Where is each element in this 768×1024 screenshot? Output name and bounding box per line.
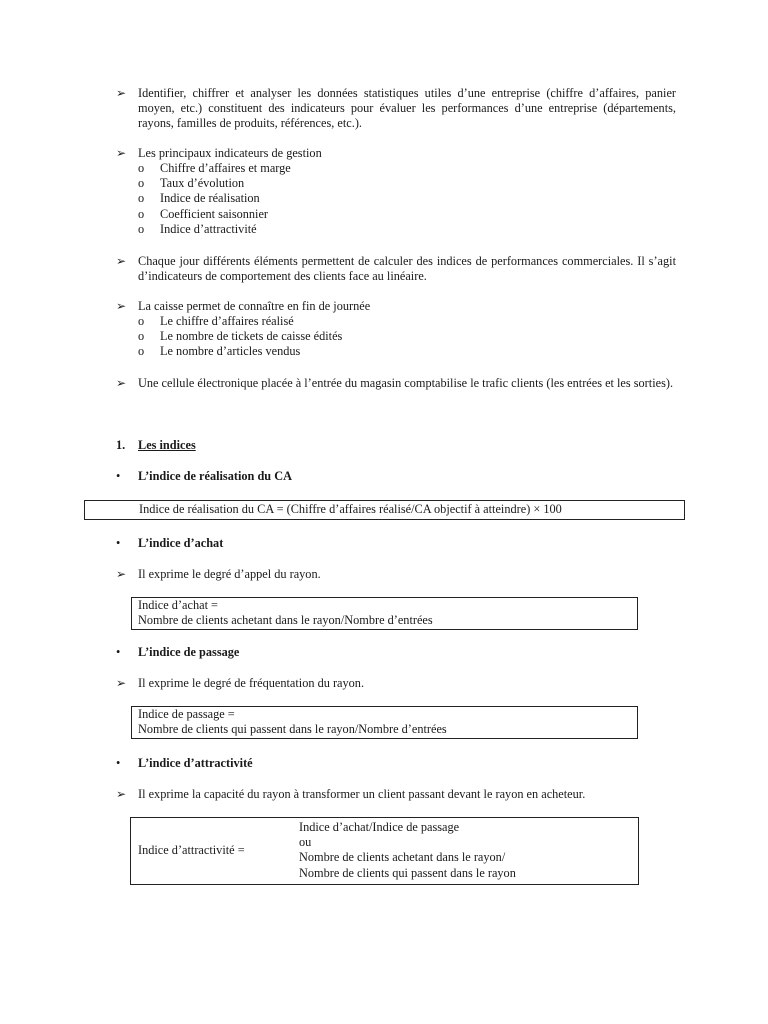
intro-paragraph-5-text: Une cellule électronique placée à l’entrée du magasin comptabilise le trafic clients (les entrées et les sorties).: [138, 376, 674, 390]
attractivite-formula-label: Indice d’attractivité =: [138, 843, 245, 857]
circle-bullet-icon: o: [138, 206, 145, 221]
attractivite-formula-box: [130, 817, 639, 885]
section-title: Les indices: [138, 438, 196, 452]
section-number: 1.: [116, 438, 126, 452]
circle-bullet-icon: o: [138, 221, 145, 236]
document-page: ➢ Identifier, chiffrer et analyser les données statistiques utiles d’une entreprise (chiffre d’affaires, panier moyen, etc.) constituent des indicateurs pour évaluer les performances d’une entreprise (départements, rayons, familles de produits, références, etc.). ➢ Les principaux indicateurs de gestion o Chiffre d’affaires et marge o Taux d’évolution o Indice de réalisation o Coefficient saisonnier o Indice d’attractivité ➢ Chaque jour différents éléments permettent de calculer des indices de performances commerciales. Il s’agit d’indicateurs de comportement des clients face au linéaire. ➢ La caisse permet de connaître en fin de journée o Le chiffre d’affaires réalisé o Le nombre de tickets de caisse édités o Le nombre d’articles vendus ➢ Une cellule électronique placée à l’entrée du magasin comptabilise le trafic clients (les entrées et les sorties). 1. Les indices • L’indice de réalisation du CA Indice de réalisation du CA = (Chiffre d’affaires réalisé/CA objectif à atteindre) × 100 • L’indice d’achat ➢ Il exprime le degré d’appel du rayon. Indice d’achat = Nombre de clients achetant dans le rayon/Nombre d’entrées • L’indice de passage ➢ Il exprime le degré de fréquentation du rayon. Indice de passage = Nombre de clients qui passent dans le rayon/Nombre d’entrées • L’indice d’attractivité ➢ Il exprime la capacité du rayon à transformer un client passant devant le rayon en acheteur. Indice d’attractivité = Indice d’achat/Indice de passage ou Nombre de clients achetant dans le rayon/ Nombre de clients qui passent dans le rayon: [0, 0, 768, 1024]
attractivite-heading: • L’indice d’attractivité: [116, 756, 253, 770]
circle-bullet-icon: o: [138, 191, 145, 206]
intro-paragraph-3: [116, 254, 676, 284]
circle-bullet-icon: o: [138, 314, 145, 328]
arrow-bullet-icon: ➢: [116, 787, 127, 801]
dot-bullet-icon: •: [116, 536, 121, 550]
passage-heading: • L’indice de passage: [116, 645, 240, 659]
arrow-bullet-icon: ➢: [116, 299, 127, 313]
attractivite-formula-line-2: ou: [299, 835, 312, 850]
arrow-bullet-icon: ➢: [116, 254, 127, 268]
achat-heading: • L’indice d’achat: [116, 536, 224, 550]
achat-formula-box: [131, 597, 638, 630]
intro-paragraph-4: [116, 299, 676, 314]
intro-paragraph-2: [116, 146, 676, 161]
arrow-bullet-icon: ➢: [116, 676, 127, 690]
attractivite-formula-line-3: Nombre de clients achetant dans le rayon/: [299, 850, 506, 865]
attractivite-formula-body: [299, 820, 516, 881]
arrow-bullet-icon: ➢: [116, 86, 127, 100]
arrow-bullet-icon: ➢: [116, 146, 127, 160]
circle-bullet-icon: o: [138, 161, 145, 175]
dot-bullet-icon: •: [116, 756, 121, 770]
circle-bullet-icon: o: [138, 329, 145, 344]
circle-bullet-icon: o: [138, 344, 145, 359]
achat-formula-line-1: Indice d’achat =: [138, 598, 218, 612]
achat-formula-line-2: Nombre de clients achetant dans le rayon/Nombre d’entrées: [138, 613, 433, 628]
dot-bullet-icon: •: [116, 645, 121, 659]
passage-formula-line-1: Indice de passage =: [138, 707, 235, 721]
realisation-heading: • L’indice de réalisation du CA: [116, 469, 292, 483]
attractivite-formula-line-1: Indice d’achat/Indice de passage: [299, 820, 460, 834]
arrow-bullet-icon: ➢: [116, 567, 127, 581]
circle-bullet-icon: o: [138, 176, 145, 191]
passage-formula-box: [131, 706, 638, 739]
intro-paragraph-3-text: Chaque jour différents éléments permettent de calculer des indices de performances commerciales. Il s’agit d’indicateurs de comportement des clients face au linéaire.: [138, 254, 676, 284]
passage-formula-line-2: Nombre de clients qui passent dans le rayon/Nombre d’entrées: [138, 722, 447, 737]
attractivite-formula-line-4: Nombre de clients qui passent dans le rayon: [299, 865, 516, 880]
intro-paragraph-1-text: Identifier, chiffrer et analyser les données statistiques utiles d’une entreprise (chiffre d’affaires, panier moyen, etc.) constituent des indicateurs pour évaluer les performances d’une entreprise (départements, rayons, familles de produits, références, etc.).: [138, 86, 676, 131]
attractivite-description: ➢ Il exprime la capacité du rayon à transformer un client passant devant le rayon en acheteur.: [116, 787, 586, 801]
passage-description: ➢ Il exprime le degré de fréquentation du rayon.: [116, 676, 365, 690]
dot-bullet-icon: •: [116, 469, 121, 483]
realisation-formula-box: [84, 500, 685, 520]
achat-description: ➢ Il exprime le degré d’appel du rayon.: [116, 567, 321, 581]
intro-paragraph-2-title: Les principaux indicateurs de gestion: [138, 146, 322, 160]
arrow-bullet-icon: ➢: [116, 376, 127, 390]
section-heading: [116, 438, 196, 453]
intro-paragraph-4-title: La caisse permet de connaître en fin de journée: [138, 299, 371, 313]
intro-paragraph-1: [116, 86, 676, 132]
realisation-formula: Indice de réalisation du CA = (Chiffre d’affaires réalisé/CA objectif à atteindre) × 100: [139, 502, 562, 516]
intro-paragraph-5: [116, 376, 676, 391]
